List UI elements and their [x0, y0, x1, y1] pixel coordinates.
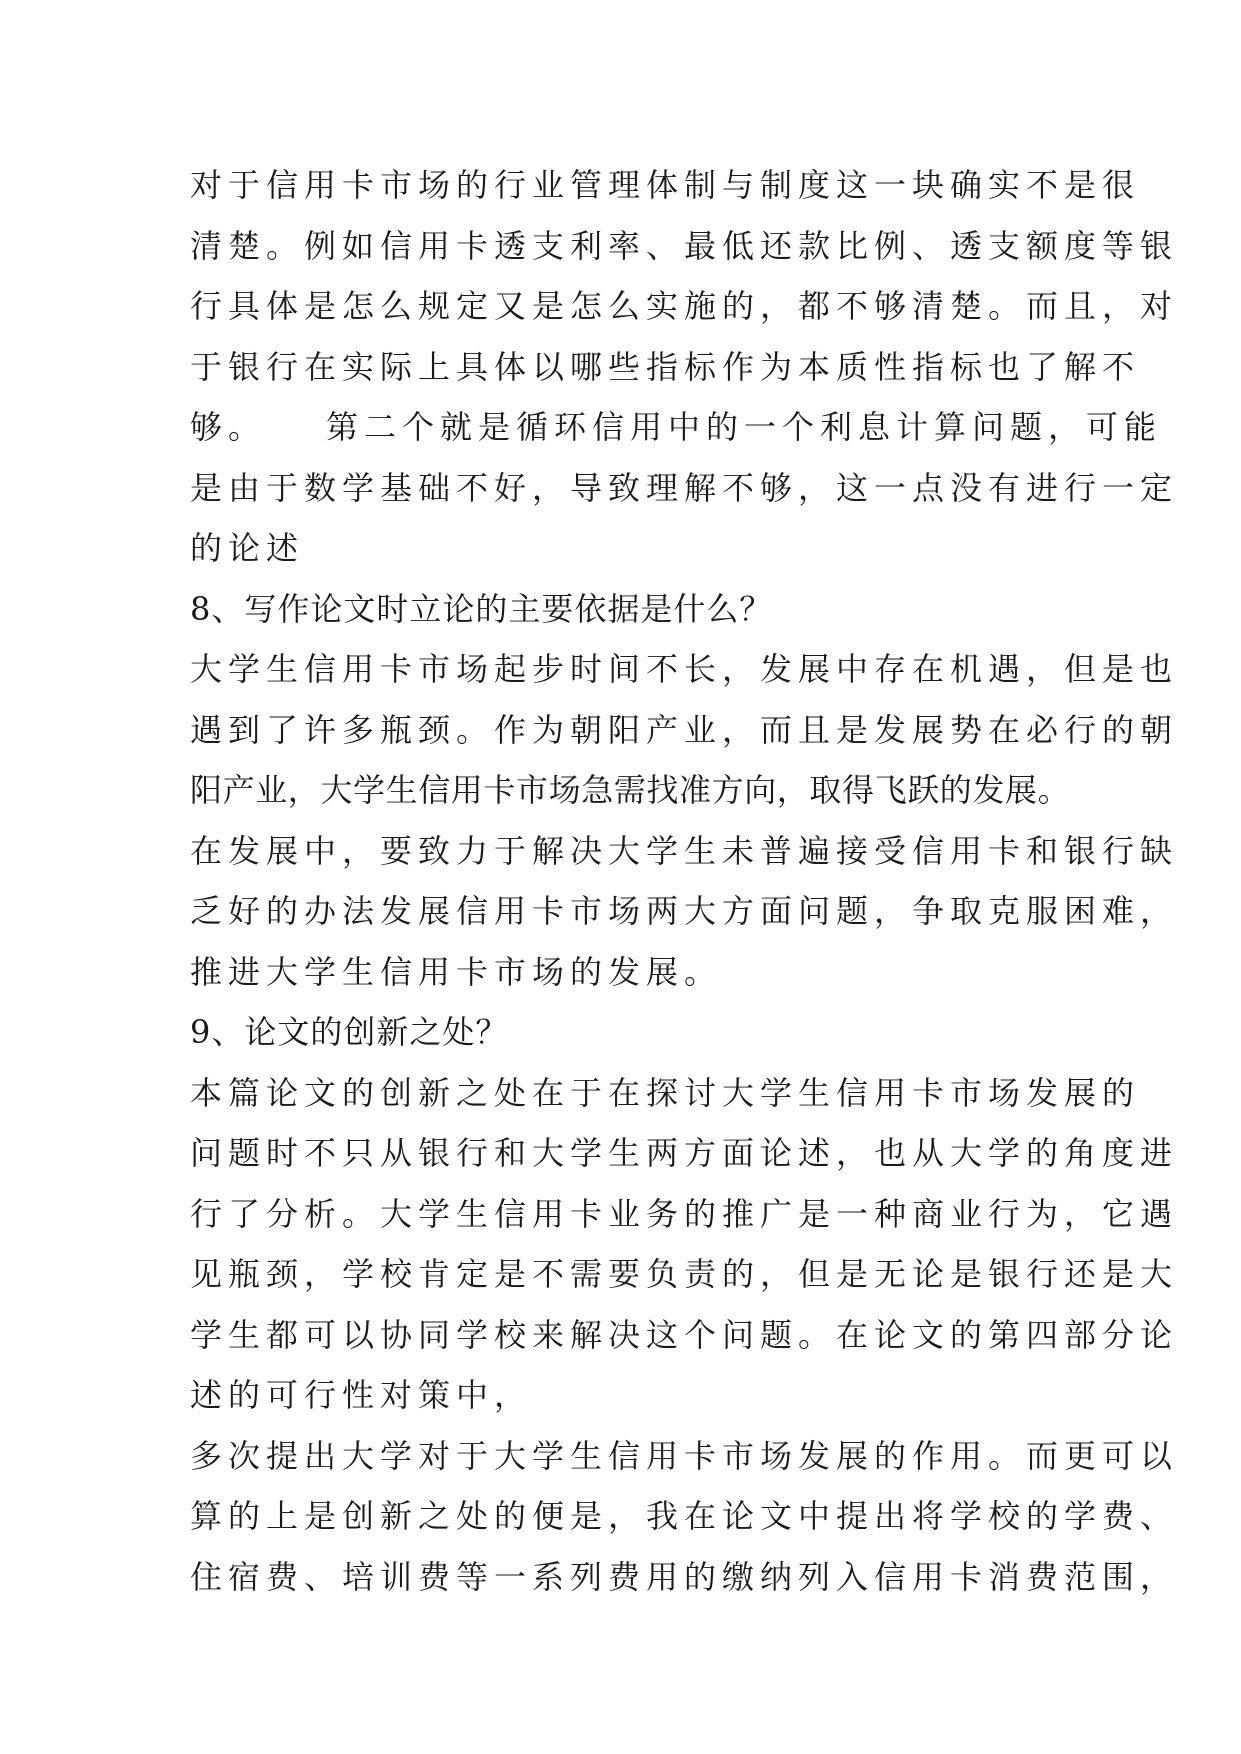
text-line: 阳产业，大学生信用卡市场急需找准方向，取得飞跃的发展。 — [190, 771, 1071, 809]
text-line: 的论述 — [190, 529, 305, 567]
text-line: 算的上是创新之处的便是，我在论文中提出将学校的学费、 — [190, 1497, 1179, 1535]
text-line: 遇到了许多瓶颈。作为朝阳产业，而且是发展势在必行的朝 — [190, 710, 1179, 749]
text-line: 多次提出大学对于大学生信用卡市场发展的作用。而更可以 — [190, 1436, 1179, 1475]
text-line: 乏好的办法发展信用卡市场两大方面问题，争取克服困难， — [190, 892, 1179, 930]
text-line: 于银行在实际上具体以哪些指标作为本质性指标也了解不 — [190, 347, 1141, 386]
text-line: 问题时不只从银行和大学生两方面论述，也从大学的角度进 — [190, 1134, 1179, 1172]
text-line: 是由于数学基础不好，导致理解不够，这一点没有进行一定 — [190, 468, 1179, 507]
question-heading: 9、论文的创新之处？ — [190, 1013, 509, 1051]
text-line: 本篇论文的创新之处在于在探讨大学生信用卡市场发展的 — [190, 1073, 1141, 1112]
question-heading: 8、写作论文时立论的主要依据是什么？ — [190, 589, 773, 628]
document-body — [190, 155, 1179, 1607]
text-line: 在发展中，要致力于解决大学生未普遍接受信用卡和银行缺 — [190, 831, 1179, 870]
text-line: 住宿费、培训费等一系列费用的缴纳列入信用卡消费范围， — [190, 1557, 1179, 1596]
text-line: 对于信用卡市场的行业管理体制与制度这一块确实不是很 — [190, 166, 1141, 204]
text-line: 述的可行性对策中， — [190, 1376, 533, 1414]
text-line: 行具体是怎么规定又是怎么实施的，都不够清楚。而且，对 — [190, 287, 1179, 325]
text-line: 学生都可以协同学校来解决这个问题。在论文的第四部分论 — [190, 1315, 1179, 1354]
text-line: 行了分析。大学生信用卡业务的推广是一种商业行为，它遇 — [190, 1194, 1179, 1233]
text-line: 推进大学生信用卡市场的发展。 — [190, 952, 723, 991]
text-line: 够。 第二个就是循环信用中的一个利息计算问题，可能 — [190, 408, 1163, 446]
text-line: 大学生信用卡市场起步时间不长，发展中存在机遇，但是也 — [190, 650, 1179, 688]
text-line: 见瓶颈，学校肯定是不需要负责的，但是无论是银行还是大 — [190, 1255, 1179, 1293]
text-line: 清楚。例如信用卡透支利率、最低还款比例、透支额度等银 — [190, 226, 1179, 265]
